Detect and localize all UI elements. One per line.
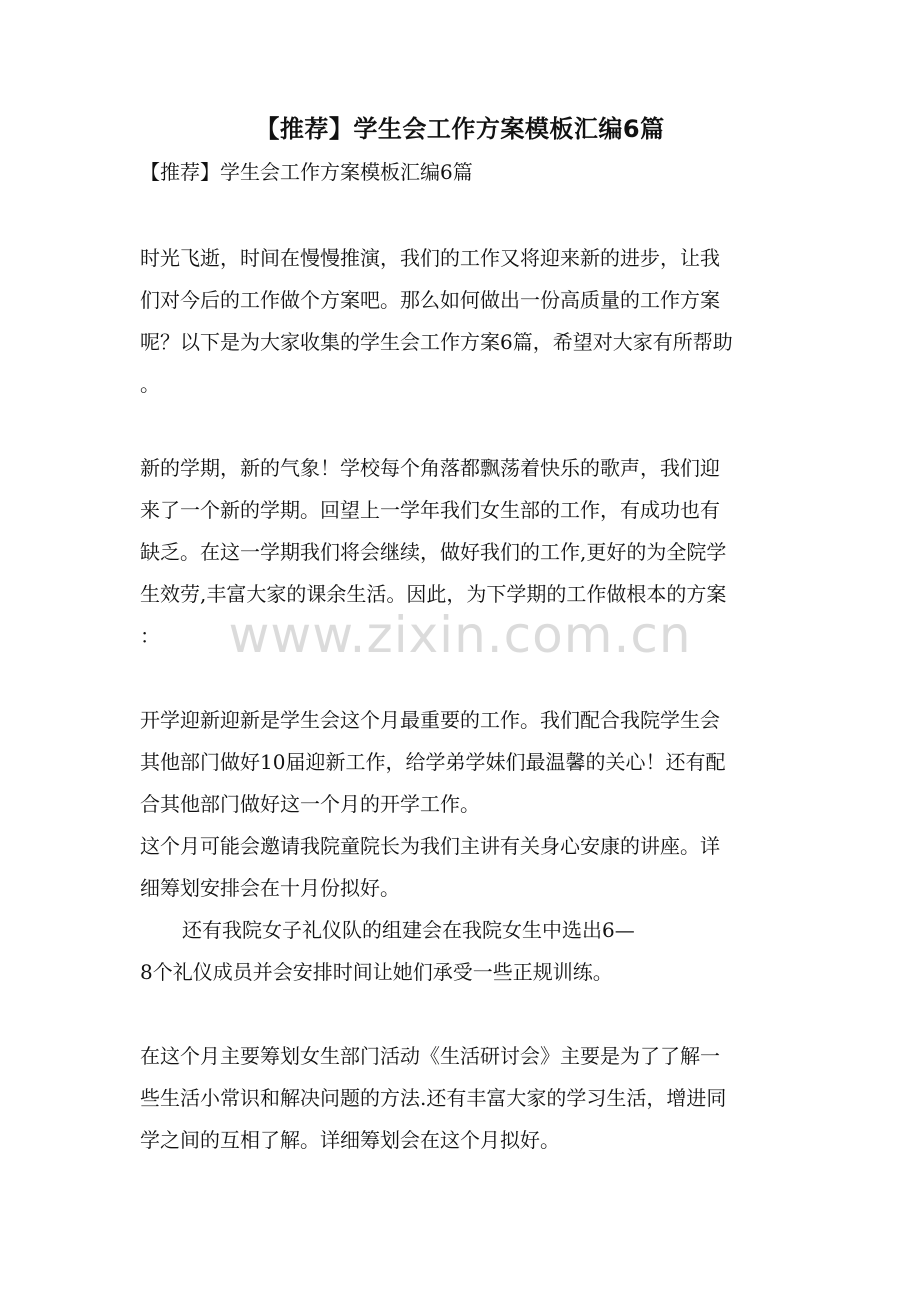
semester-paragraph bbox=[140, 447, 790, 657]
text-line: 些生活小常识和解决问题的方法.还有丰富大家的学习生活，增进同 bbox=[140, 1086, 727, 1110]
text-line: 其他部门做好10届迎新工作，给学弟学妹们最温馨的关心！还有配 bbox=[140, 750, 726, 774]
text-line: 学之间的互相了解。详细筹划会在这个月拟好。 bbox=[140, 1128, 560, 1152]
september-plan-paragraph bbox=[140, 699, 790, 993]
text-line: ： bbox=[140, 624, 160, 648]
intro-paragraph bbox=[140, 237, 790, 405]
october-plan-paragraph bbox=[140, 1035, 790, 1161]
text-line: 还有我院女子礼仪队的组建会在我院女生中选出6— bbox=[182, 918, 635, 942]
text-line: 呢？以下是为大家收集的学生会工作方案6篇，希望对大家有所帮助 bbox=[140, 330, 733, 354]
text-line: 新的学期，新的气象！学校每个角落都飘荡着快乐的歌声，我们迎 bbox=[140, 456, 720, 480]
text-line: 来了一个新的学期。回望上一学年我们女生部的工作，有成功也有 bbox=[140, 498, 720, 522]
text-line: 这个月可能会邀请我院童院长为我们主讲有关身心安康的讲座。详 bbox=[140, 834, 720, 858]
text-line: 缺乏。在这一学期我们将会继续，做好我们的工作,更好的为全院学 bbox=[140, 540, 727, 564]
text-line: 。 bbox=[140, 372, 160, 396]
text-line: 8个礼仪成员并会安排时间让她们承受一些正规训练。 bbox=[140, 960, 613, 984]
document-title: 【推荐】学生会工作方案模板汇编6篇 bbox=[255, 115, 665, 143]
text-line: 生效劳,丰富大家的课余生活。因此，为下学期的工作做根本的方案 bbox=[140, 582, 727, 606]
document-subtitle: 【推荐】学生会工作方案模板汇编6篇 bbox=[140, 160, 473, 184]
text-line: 开学迎新迎新是学生会这个月最重要的工作。我们配合我院学生会 bbox=[140, 708, 720, 732]
text-line: 合其他部门做好这一个月的开学工作。 bbox=[140, 792, 480, 816]
text-line: 们对今后的工作做个方案吧。那么如何做出一份高质量的工作方案 bbox=[140, 288, 720, 312]
text-line: 在这个月主要筹划女生部门活动《生活研讨会》主要是为了了解一 bbox=[140, 1044, 720, 1068]
text-line: 时光飞逝，时间在慢慢推演，我们的工作又将迎来新的进步，让我 bbox=[140, 246, 720, 270]
text-line: 细筹划安排会在十月份拟好。 bbox=[140, 876, 400, 900]
watermark: www.zixin.com.cn bbox=[228, 606, 692, 664]
